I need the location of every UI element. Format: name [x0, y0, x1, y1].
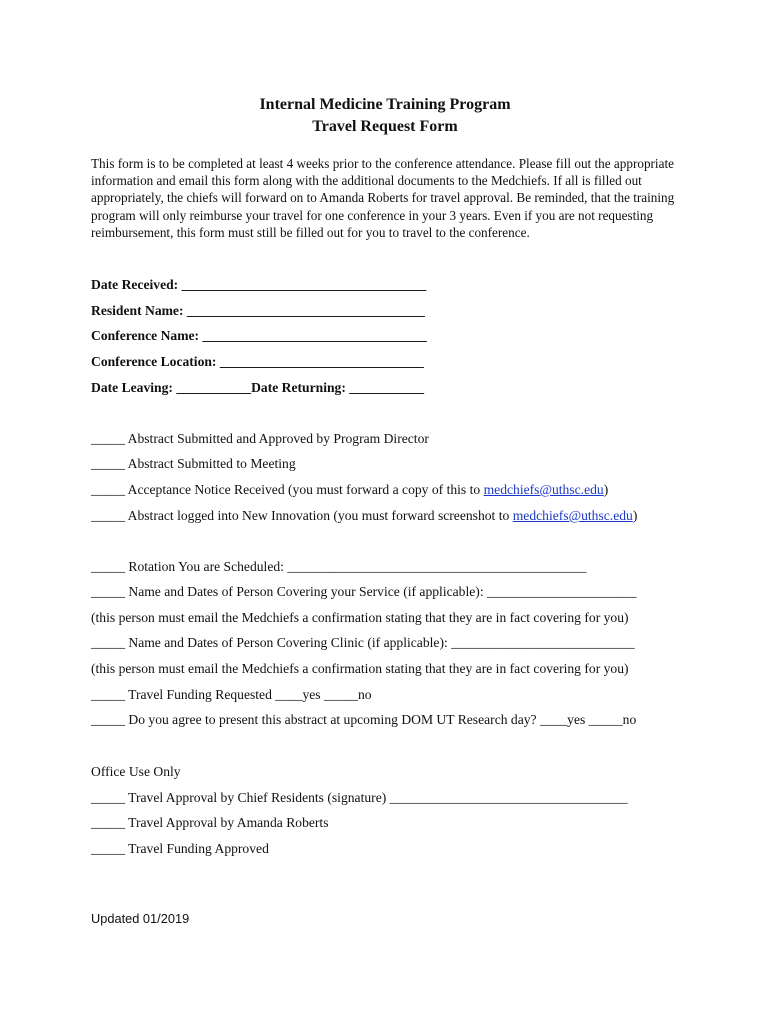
intro-paragraph: This form is to be completed at least 4 weeks prior to the conference attendance. Please fill out the appropriate information and email this form along with the additional documents to the Medchiefs. If all is filled out appropriately, the chiefs will forward on to Amanda Roberts for travel approval. Be reminded, that the training program will only reimburse your travel for one conference in your 3 years. Even if you are not requesting reimbursement, this form must still be filled out for you to travel to the conference.	[91, 156, 675, 240]
form-title: Travel Request Form	[312, 118, 458, 135]
acceptance-notice-item	[91, 481, 608, 499]
medchiefs-email-link[interactable]: medchiefs@uthsc.edu	[483, 482, 604, 497]
date-received-field[interactable]: Date Received: ____________________________________	[91, 277, 427, 292]
abstract-approved-item[interactable]: _____ Abstract Submitted and Approved by Program Director	[91, 431, 429, 446]
service-coverage-field[interactable]: _____ Name and Dates of Person Covering your Service (if applicable): ______________________	[91, 584, 637, 599]
date-returning-field[interactable]: Date Returning: ___________	[251, 380, 425, 395]
conference-name-field[interactable]: Conference Name: _________________________________	[91, 328, 427, 343]
abstract-submitted-item[interactable]: _____ Abstract Submitted to Meeting	[91, 456, 296, 471]
abstract-logged-item	[91, 507, 637, 525]
present-abstract-field[interactable]: _____ Do you agree to present this abstract at upcoming DOM UT Research day? ____yes _____no	[91, 712, 637, 727]
conference-location-field[interactable]: Conference Location: ______________________________	[91, 354, 424, 369]
rotation-field[interactable]: _____ Rotation You are Scheduled: ____________________________________________	[91, 559, 587, 574]
amanda-approval-field[interactable]: _____ Travel Approval by Amanda Roberts	[91, 815, 329, 830]
abstract-logged-close: )	[632, 508, 638, 523]
funding-approved-field[interactable]: _____ Travel Funding Approved	[91, 841, 269, 856]
program-title: Internal Medicine Training Program	[259, 96, 511, 113]
updated-date: Updated 01/2019	[91, 911, 190, 926]
clinic-coverage-field[interactable]: _____ Name and Dates of Person Covering Clinic (if applicable): ___________________________	[91, 635, 635, 650]
date-leaving-field[interactable]: Date Leaving: ___________	[91, 380, 252, 395]
funding-requested-field[interactable]: _____ Travel Funding Requested ____yes _____no	[91, 687, 372, 702]
clinic-coverage-note: (this person must email the Medchiefs a confirmation stating that they are in fact covering for you)	[91, 661, 629, 676]
dates-row	[91, 379, 424, 397]
medchiefs-email-link[interactable]: medchiefs@uthsc.edu	[512, 508, 633, 523]
acceptance-notice-close: )	[603, 482, 609, 497]
chief-approval-field[interactable]: _____ Travel Approval by Chief Residents (signature) ___________________________________	[91, 790, 628, 805]
abstract-logged-text[interactable]: _____ Abstract logged into New Innovation (you must forward screenshot to	[91, 508, 513, 523]
office-use-heading: Office Use Only	[91, 764, 181, 779]
service-coverage-note: (this person must email the Medchiefs a confirmation stating that they are in fact covering for you)	[91, 610, 629, 625]
acceptance-notice-text[interactable]: _____ Acceptance Notice Received (you must forward a copy of this to	[91, 482, 484, 497]
resident-name-field[interactable]: Resident Name: ___________________________________	[91, 303, 425, 318]
